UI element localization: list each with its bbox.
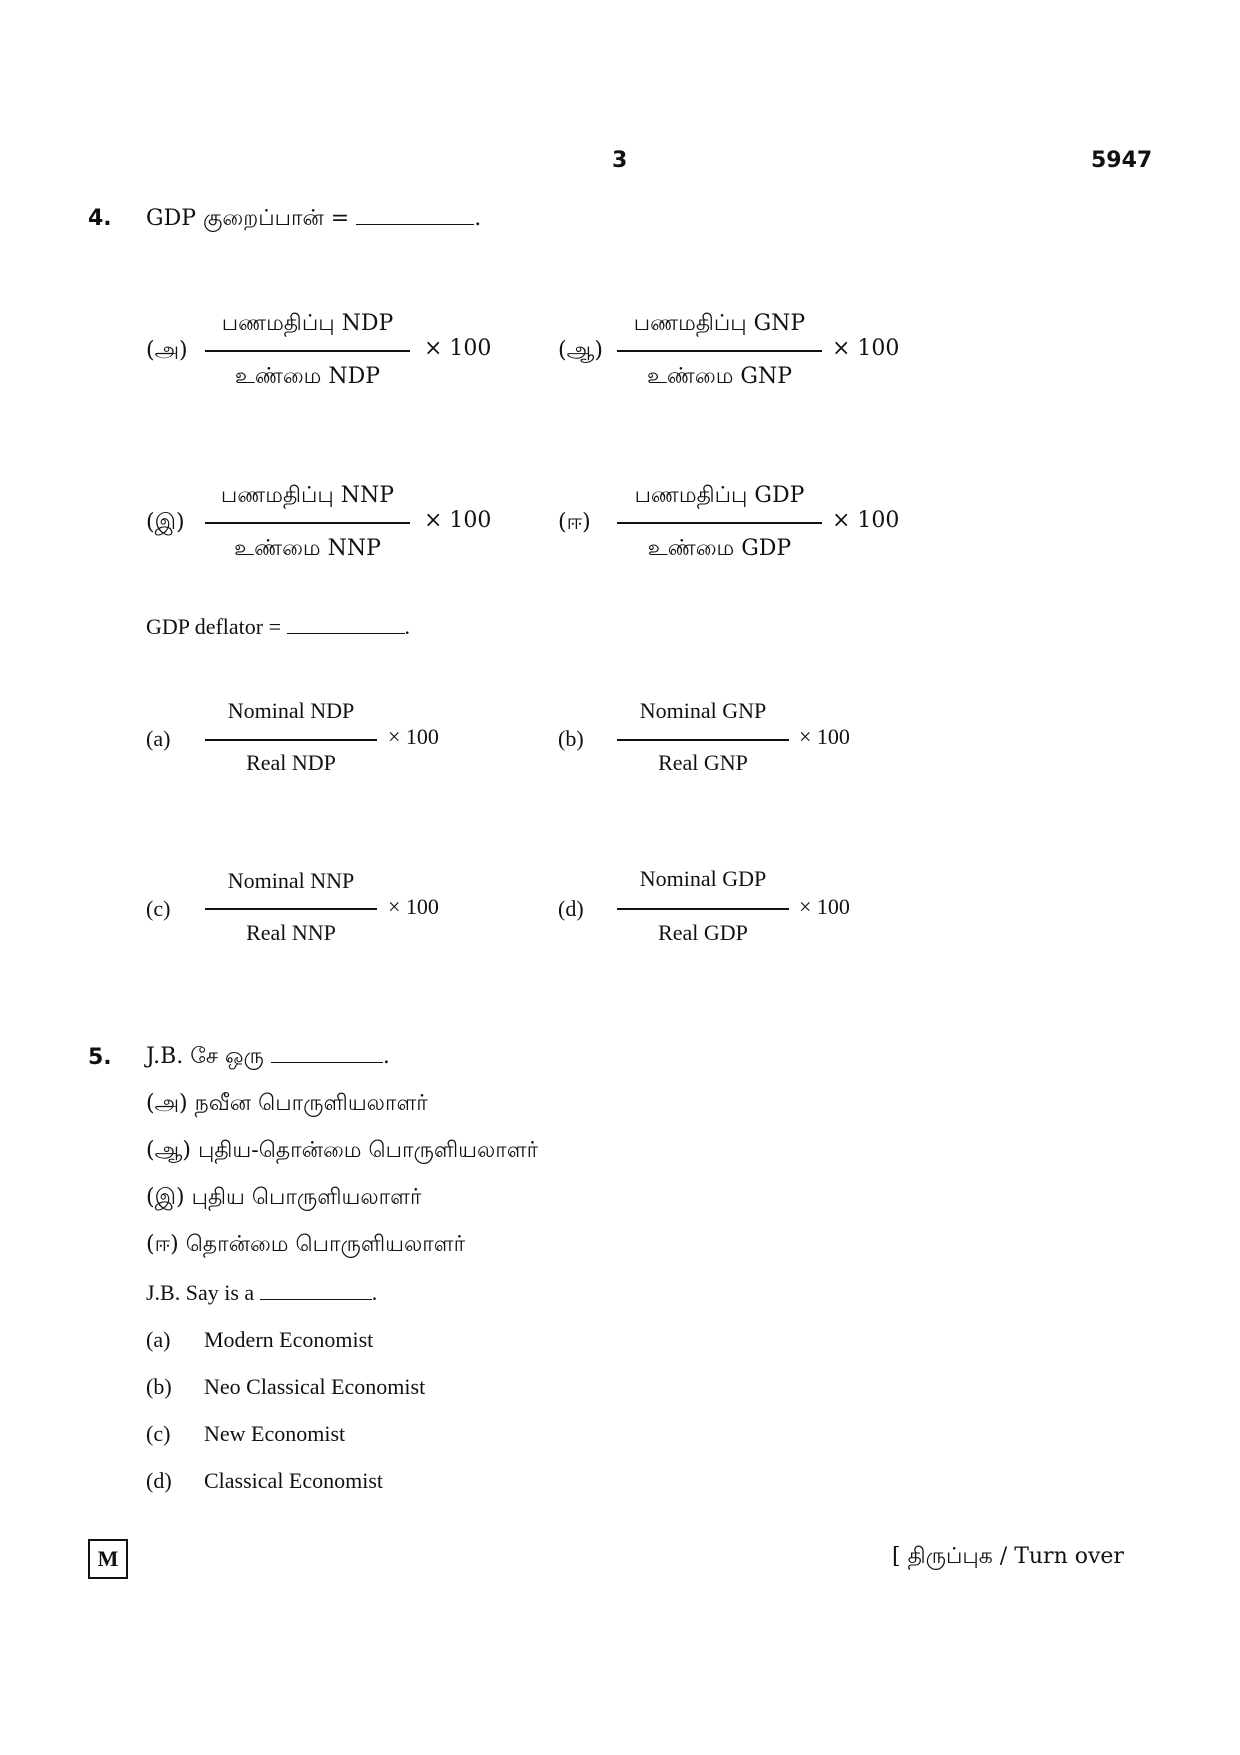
option-text: Modern Economist	[204, 1327, 374, 1352]
q5-english-stem-end: .	[371, 1280, 378, 1305]
fraction-bar	[617, 350, 822, 352]
answer-blank	[271, 1044, 383, 1063]
option-label: (அ)	[146, 1091, 188, 1116]
fraction-numerator: Nominal GDP	[639, 866, 767, 891]
multiplier: × 100	[424, 336, 492, 361]
multiplier: × 100	[799, 894, 850, 919]
answer-blank	[287, 615, 405, 634]
q5-tamil-option-b	[146, 1138, 538, 1166]
option-label: (ஆ)	[558, 338, 603, 363]
fraction-denominator: உண்மை NNP	[234, 536, 381, 561]
question-number-5: 5.	[88, 1045, 112, 1070]
option-text: New Economist	[204, 1421, 346, 1446]
fraction-numerator: பணமதிப்பு GDP	[634, 483, 805, 508]
answer-blank	[260, 1281, 372, 1300]
option-label: (இ)	[146, 510, 185, 535]
fraction-denominator: உண்மை GNP	[646, 364, 793, 389]
fraction-bar	[205, 522, 410, 524]
page-number: 3	[612, 148, 628, 173]
q4-tamil-stem-text: GDP குறைப்பான் =	[146, 206, 350, 231]
fraction-numerator: பணமதிப்பு GNP	[633, 311, 806, 336]
option-label: (ஈ)	[558, 510, 591, 535]
q5-english-option-a	[146, 1327, 373, 1353]
option-text: புதிய பொருளியலாளர்	[191, 1185, 422, 1210]
q5-tamil-option-c	[146, 1185, 422, 1213]
option-label: (c)	[146, 1421, 171, 1446]
fraction-bar	[205, 350, 410, 352]
fraction-bar	[617, 739, 789, 741]
fraction-bar	[617, 908, 789, 910]
fraction-denominator: Real GNP	[658, 750, 748, 775]
q5-english-option-d	[146, 1468, 383, 1494]
option-label: (c)	[146, 896, 171, 921]
option-text: Neo Classical Economist	[204, 1374, 426, 1399]
question-number-4: 4.	[88, 206, 112, 231]
medium-mark-box: M	[88, 1539, 128, 1579]
q5-english-option-c	[146, 1421, 345, 1447]
multiplier: × 100	[388, 724, 439, 749]
fraction-numerator: பணமதிப்பு NNP	[220, 483, 395, 508]
q5-tamil-stem-text: J.B. சே ஒரு	[146, 1044, 264, 1069]
q5-english-stem-text: J.B. Say is a	[146, 1280, 255, 1305]
q5-tamil-stem-end: .	[382, 1044, 390, 1069]
option-label: (d)	[146, 1468, 172, 1493]
fraction-denominator: Real NNP	[246, 920, 336, 945]
q4-tamil-stem	[146, 206, 481, 234]
answer-blank	[356, 206, 474, 225]
fraction-denominator: உண்மை GDP	[647, 536, 792, 561]
option-text: புதிய-தொன்மை பொருளியலாளர்	[198, 1138, 539, 1163]
multiplier: × 100	[832, 336, 900, 361]
option-label: (b)	[146, 1374, 172, 1399]
option-label: (d)	[558, 896, 584, 921]
q5-english-option-b	[146, 1374, 425, 1400]
q4-english-stem-text: GDP deflator =	[146, 614, 282, 639]
q5-tamil-stem	[146, 1044, 390, 1072]
option-label: (a)	[146, 1327, 171, 1352]
q5-tamil-option-d	[146, 1232, 465, 1260]
fraction-bar	[617, 522, 822, 524]
q4-english-stem	[146, 614, 410, 640]
fraction-denominator: Real NDP	[246, 750, 336, 775]
option-label: (ஆ)	[146, 1138, 191, 1163]
option-text: தொன்மை பொருளியலாளர்	[185, 1232, 466, 1257]
fraction-bar	[205, 908, 377, 910]
turn-over-note: [ திருப்புக / Turn over	[892, 1544, 1124, 1569]
fraction-numerator: பணமதிப்பு NDP	[221, 311, 394, 336]
q4-english-stem-end: .	[404, 614, 411, 639]
option-label: (ஈ)	[146, 1232, 179, 1257]
q5-english-stem	[146, 1280, 377, 1306]
paper-code: 5947	[1091, 148, 1153, 173]
fraction-denominator: Real GDP	[658, 920, 748, 945]
q4-tamil-stem-end: .	[474, 206, 482, 231]
option-label: (b)	[558, 726, 584, 751]
multiplier: × 100	[424, 508, 492, 533]
fraction-numerator: Nominal GNP	[639, 698, 767, 723]
multiplier: × 100	[388, 894, 439, 919]
fraction-numerator: Nominal NDP	[227, 698, 355, 723]
option-text: Classical Economist	[204, 1468, 384, 1493]
fraction-bar	[205, 739, 377, 741]
multiplier: × 100	[799, 724, 850, 749]
option-label: (அ)	[146, 338, 188, 363]
option-text: நவீன பொருளியலாளர்	[194, 1091, 428, 1116]
fraction-denominator: உண்மை NDP	[234, 364, 381, 389]
option-label: (இ)	[146, 1185, 185, 1210]
option-label: (a)	[146, 726, 171, 751]
fraction-numerator: Nominal NNP	[227, 868, 355, 893]
q5-tamil-option-a	[146, 1091, 428, 1119]
multiplier: × 100	[832, 508, 900, 533]
